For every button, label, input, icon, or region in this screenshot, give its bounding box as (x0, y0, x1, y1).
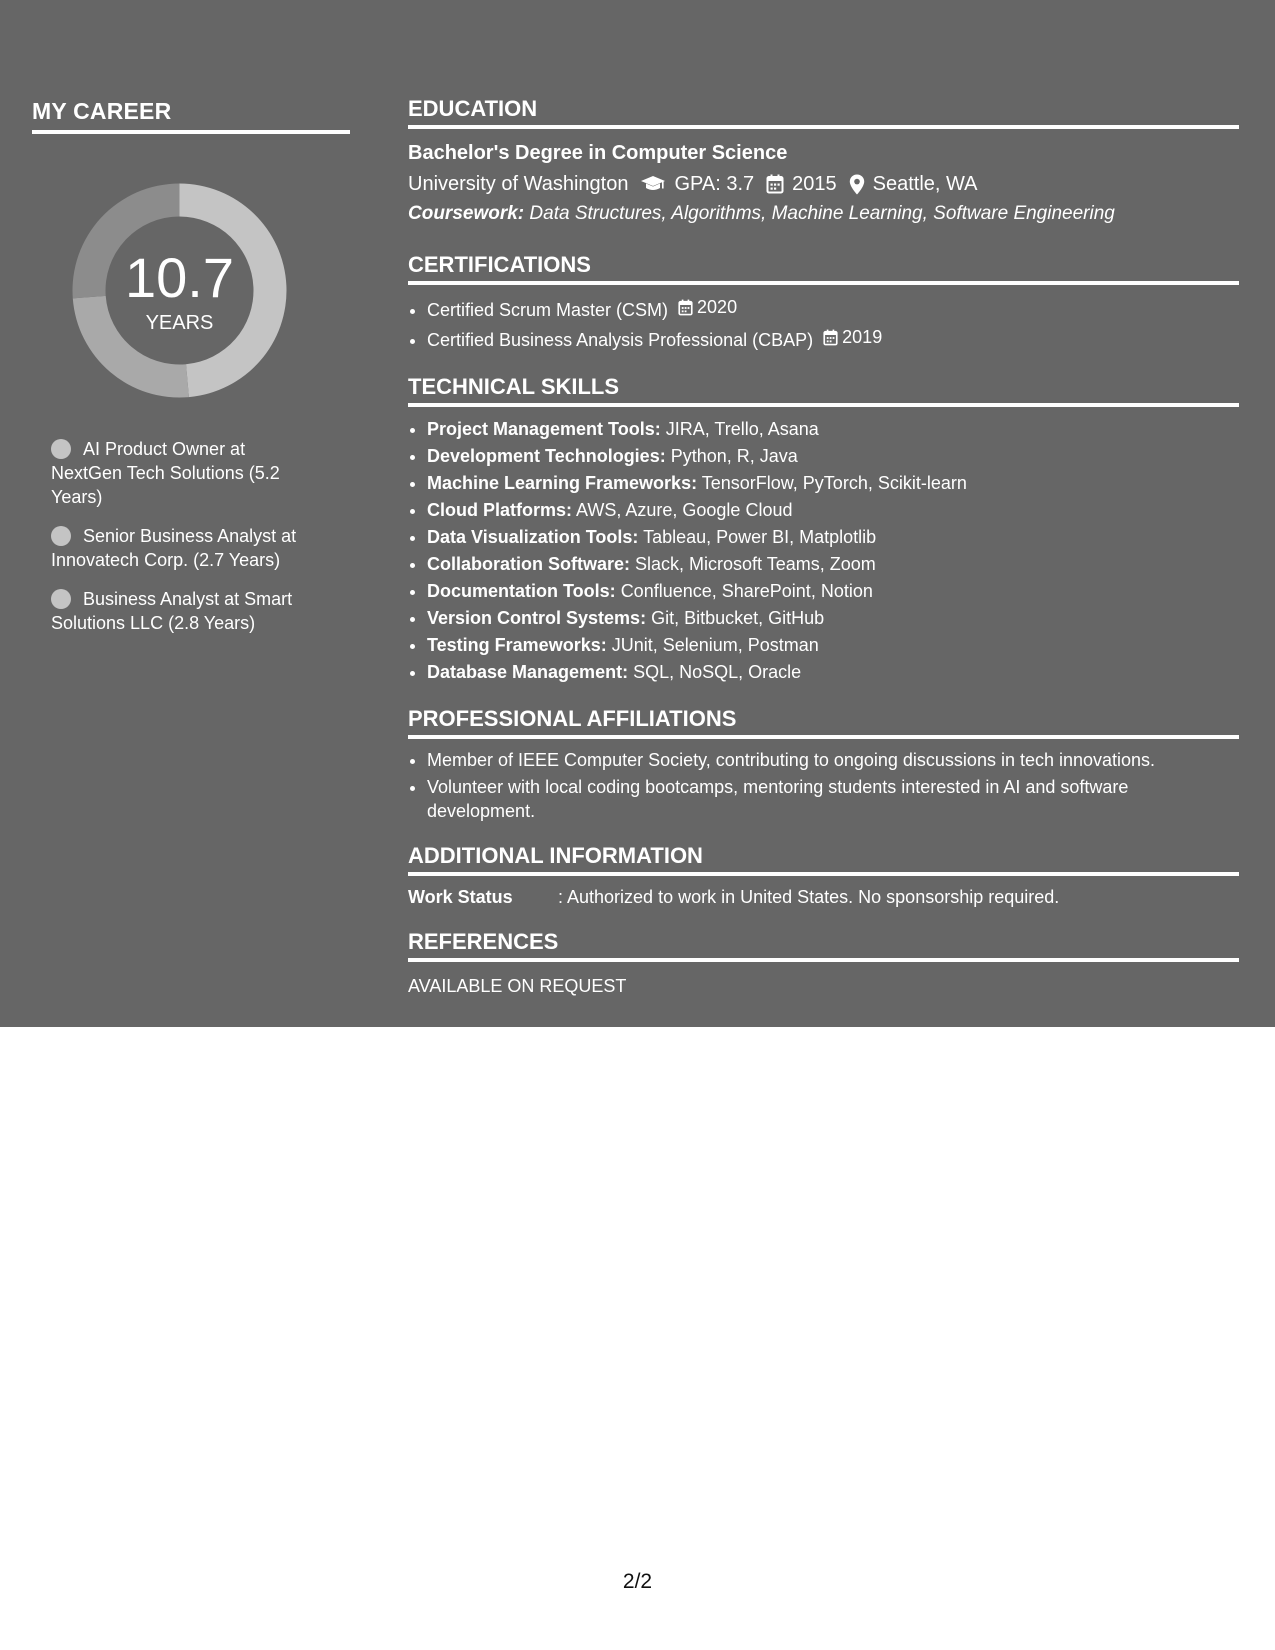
work-status-value: : Authorized to work in United States. No sponsorship required. (558, 887, 1060, 907)
coursework-list: Data Structures, Algorithms, Machine Learning, Software Engineering (529, 203, 1115, 224)
certification-year: 2020 (697, 297, 738, 317)
skill-value: Confluence, SharePoint, Notion (620, 581, 873, 601)
career-total-unit: YEARS (145, 312, 214, 334)
skill-label: Collaboration Software: (427, 554, 631, 574)
work-status-label: Work Status (408, 887, 513, 907)
skill-value: Python, R, Java (670, 446, 798, 466)
additional-title: ADDITIONAL INFORMATION (408, 841, 1239, 876)
skill-item (427, 470, 1239, 497)
education-meta (408, 171, 1239, 197)
skill-value: JUnit, Selenium, Postman (611, 635, 819, 655)
page-number: 2/2 (622, 1570, 653, 1593)
references-section (408, 927, 1239, 998)
education-school: University of Washington (408, 173, 629, 195)
affiliations-section (408, 704, 1239, 823)
skill-label: Development Technologies: (427, 446, 666, 466)
skill-item (427, 632, 1239, 659)
skill-value: Slack, Microsoft Teams, Zoom (635, 554, 876, 574)
main-column (408, 94, 1239, 998)
certification-year: 2019 (842, 327, 883, 347)
education-coursework (408, 201, 1239, 227)
legend-dot-icon (51, 439, 71, 459)
skill-label: Project Management Tools: (427, 419, 661, 439)
additional-section (408, 841, 1239, 909)
career-list (51, 437, 321, 650)
career-item-label: AI Product Owner at NextGen Tech Solutions (5.2 Years) (51, 439, 280, 507)
education-degree: Bachelor's Degree in Computer Science (408, 142, 788, 164)
education-gpa: GPA: 3.7 (674, 173, 755, 195)
career-item-label: Senior Business Analyst at Innovatech Corp. (2.7 Years) (51, 526, 297, 570)
references-text: AVAILABLE ON REQUEST (408, 976, 627, 996)
skill-label: Documentation Tools: (427, 581, 616, 601)
calendar-icon (823, 329, 838, 346)
affiliations-list (408, 748, 1239, 823)
skill-item (427, 497, 1239, 524)
graduation-cap-icon (640, 174, 666, 194)
certification-name: Certified Scrum Master (CSM) (427, 300, 669, 320)
skill-item (427, 578, 1239, 605)
affiliation-item: • Member of IEEE Computer Society, contributing to ongoing discussions in tech innovations. (427, 748, 1239, 772)
skill-item (427, 524, 1239, 551)
legend-dot-icon (51, 526, 71, 546)
skill-item (427, 443, 1239, 470)
career-item (51, 587, 321, 635)
skill-item (427, 605, 1239, 632)
career-item (51, 437, 321, 509)
skill-value: TensorFlow, PyTorch, Scikit-learn (701, 473, 967, 493)
certification-name: Certified Business Analysis Professional (CBAP) (427, 330, 814, 350)
skill-value: Tableau, Power BI, Matplotlib (643, 527, 877, 547)
affiliation-item: • Volunteer with local coding bootcamps, mentoring students interested in AI and software development. (427, 775, 1239, 823)
education-year: 2015 (792, 173, 837, 195)
skills-section (408, 372, 1239, 686)
certification-item (427, 324, 1239, 354)
legend-dot-icon (51, 589, 71, 609)
education-location: Seattle, WA (872, 173, 978, 195)
skill-value: AWS, Azure, Google Cloud (576, 500, 793, 520)
skill-value: Git, Bitbucket, GitHub (651, 608, 825, 628)
skill-label: Testing Frameworks: (427, 635, 607, 655)
certifications-list (408, 294, 1239, 354)
references-title: REFERENCES (408, 927, 1239, 962)
skill-item (427, 659, 1239, 686)
skill-item (427, 551, 1239, 578)
certification-date (823, 324, 882, 351)
career-item (51, 524, 321, 572)
certification-date (678, 294, 737, 321)
education-section (408, 94, 1239, 227)
skill-label: Version Control Systems: (427, 608, 647, 628)
calendar-icon (678, 299, 693, 316)
location-pin-icon (849, 174, 865, 195)
career-total-years: 10.7 (125, 246, 234, 309)
skill-value: SQL, NoSQL, Oracle (633, 662, 802, 682)
work-status-row (408, 885, 1239, 909)
skill-item (427, 416, 1239, 443)
skills-list (408, 416, 1239, 686)
skill-label: Machine Learning Frameworks: (427, 473, 698, 493)
certification-item (427, 294, 1239, 324)
education-title: EDUCATION (408, 94, 1239, 129)
certifications-title: CERTIFICATIONS (408, 250, 1239, 285)
skill-label: Database Management: (427, 662, 629, 682)
skill-label: Cloud Platforms: (427, 500, 573, 520)
coursework-label: Coursework: (408, 203, 525, 224)
affiliations-title: PROFESSIONAL AFFILIATIONS (408, 704, 1239, 739)
skill-label: Data Visualization Tools: (427, 527, 639, 547)
skills-title: TECHNICAL SKILLS (408, 372, 1239, 407)
calendar-icon (766, 174, 784, 194)
career-item-label: Business Analyst at Smart Solutions LLC (2.8 Years) (51, 589, 293, 633)
career-heading: MY CAREER (32, 96, 350, 134)
skill-value: JIRA, Trello, Asana (665, 419, 819, 439)
certifications-section (408, 250, 1239, 354)
